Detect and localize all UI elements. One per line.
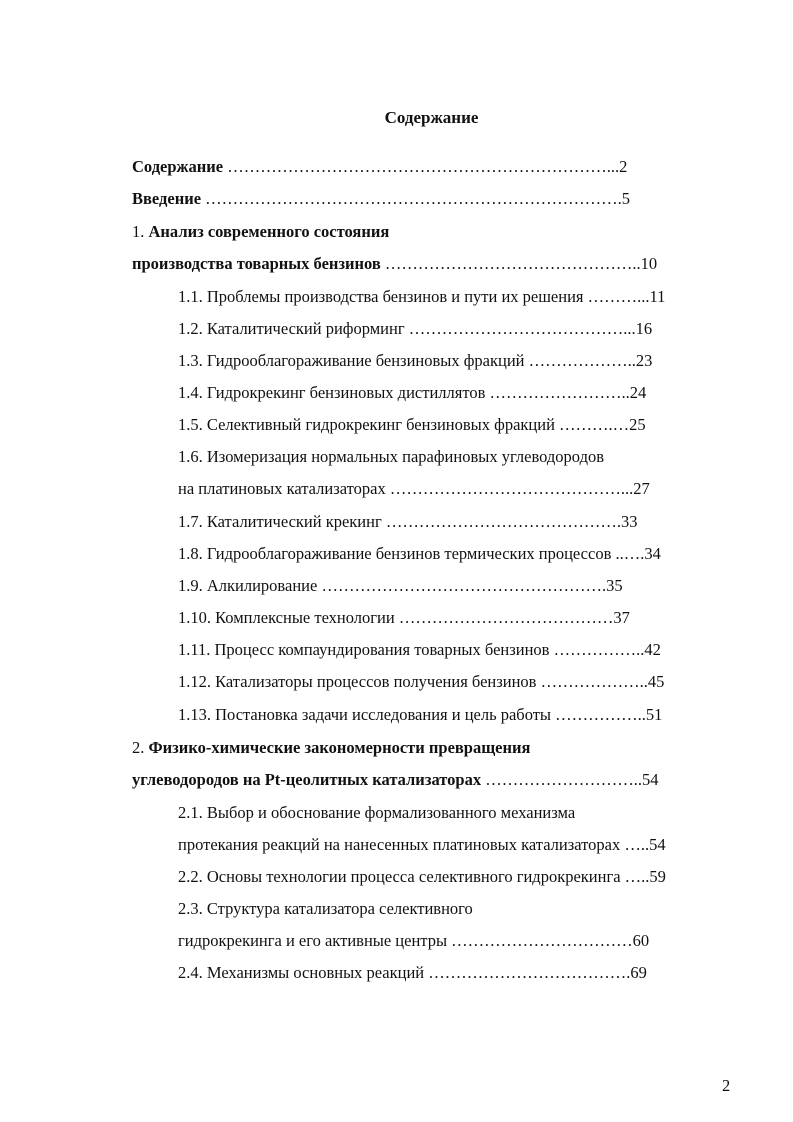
toc-entry-2-4[interactable] bbox=[178, 962, 647, 984]
toc-entry-text: 1.10. Комплексные технологии …………………………………37 bbox=[178, 608, 630, 627]
toc-entry-1-1[interactable] bbox=[178, 286, 665, 308]
toc-entry-text: ………………………………………..10 bbox=[380, 254, 658, 273]
toc-entry-1-4[interactable] bbox=[178, 382, 646, 404]
toc-entry-text: 2.4. Механизмы основных реакций ……………………………….69 bbox=[178, 963, 647, 982]
toc-entry-1-9[interactable] bbox=[178, 575, 623, 597]
toc-entry-1-7[interactable] bbox=[178, 511, 638, 533]
toc-entry-text: 1.9. Алкилирование …………………………………………….35 bbox=[178, 576, 623, 595]
toc-entry-text: 1.5. Селективный гидрокрекинг бензиновых фракций ……….…25 bbox=[178, 415, 646, 434]
toc-entry-text: 1.13. Постановка задачи исследования и цель работы ……………..51 bbox=[178, 705, 663, 724]
toc-entry-text: 1.2. Каталитический риформинг …………………………………...16 bbox=[178, 319, 653, 338]
toc-entry-text: 2.1. Выбор и обоснование формализованного механизма bbox=[178, 803, 576, 822]
toc-entry-heading: Содержание bbox=[132, 157, 224, 176]
toc-entry-1-6[interactable] bbox=[178, 446, 604, 468]
toc-entry-2-2[interactable] bbox=[178, 866, 666, 888]
toc-entry-1-2[interactable] bbox=[178, 318, 652, 340]
page-number: 2 bbox=[722, 1076, 731, 1095]
toc-entry-text: 1.11. Процесс компаундирования товарных бензинов ……………..42 bbox=[178, 640, 661, 659]
toc-entry-text: 2.3. Структура катализатора селективного bbox=[178, 899, 473, 918]
toc-entry-text: протекания реакций на нанесенных платиновых катализаторах …..54 bbox=[178, 835, 666, 854]
toc-entry-2-1-cont[interactable] bbox=[178, 834, 666, 856]
toc-entry-heading: Введение bbox=[132, 189, 202, 208]
toc-entry-text: гидрокрекинга и его активные центры ……………………………60 bbox=[178, 931, 650, 950]
toc-entry-2-3[interactable] bbox=[178, 898, 473, 920]
toc-entry-text: 1.3. Гидрооблагораживание бензиновых фракций ………………..23 bbox=[178, 351, 653, 370]
toc-entry-1-6-cont[interactable] bbox=[178, 478, 650, 500]
toc-entry-text: ………………………………………………………………….5 bbox=[201, 189, 631, 208]
toc-entry-chapter-1-cont[interactable] bbox=[132, 253, 657, 275]
toc-entry-1-5[interactable] bbox=[178, 414, 646, 436]
toc-entry-text: 1.7. Каталитический крекинг …………………………………….33 bbox=[178, 512, 638, 531]
page-title: Содержание bbox=[384, 108, 479, 127]
toc-entry-contents[interactable] bbox=[132, 156, 627, 178]
toc-entry-1-10[interactable] bbox=[178, 607, 630, 629]
toc-entry-heading: Анализ современного состояния bbox=[148, 222, 390, 241]
toc-entry-heading: Физико-химические закономерности превращения bbox=[148, 738, 531, 757]
toc-entry-prefix: 2. bbox=[132, 738, 149, 757]
toc-entry-2-3-cont[interactable] bbox=[178, 930, 649, 952]
toc-entry-1-13[interactable] bbox=[178, 704, 662, 726]
toc-entry-text: 1.4. Гидрокрекинг бензиновых дистиллятов ……………………..24 bbox=[178, 383, 647, 402]
toc-entry-chapter-1[interactable] bbox=[132, 221, 389, 243]
toc-entry-2-1[interactable] bbox=[178, 802, 575, 824]
toc-entry-1-3[interactable] bbox=[178, 350, 652, 372]
toc-entry-introduction[interactable] bbox=[132, 188, 630, 210]
toc-entry-text: 2.2. Основы технологии процесса селективного гидрокрекинга …..59 bbox=[178, 867, 666, 886]
toc-entry-chapter-2[interactable] bbox=[132, 737, 530, 759]
toc-entry-text: 1.8. Гидрооблагораживание бензинов термических процессов ..….34 bbox=[178, 544, 661, 563]
toc-entry-text: на платиновых катализаторах ……………………………………...27 bbox=[178, 479, 650, 498]
toc-entry-text: ……………………………………………………………...2 bbox=[223, 157, 628, 176]
toc-entry-1-8[interactable] bbox=[178, 543, 661, 565]
toc-entry-text: 1.6. Изомеризация нормальных парафиновых углеводородов bbox=[178, 447, 605, 466]
toc-entry-1-11[interactable] bbox=[178, 639, 661, 661]
toc-entry-text: ………………………..54 bbox=[481, 770, 659, 789]
toc-entry-text: 1.12. Катализаторы процессов получения бензинов ………………..45 bbox=[178, 672, 665, 691]
toc-entry-heading: производства товарных бензинов bbox=[132, 254, 381, 273]
toc-entry-heading: углеводородов на Pt-цеолитных катализаторах bbox=[132, 770, 482, 789]
toc-entry-prefix: 1. bbox=[132, 222, 149, 241]
toc-entry-text: 1.1. Проблемы производства бензинов и пути их решения ………...11 bbox=[178, 287, 666, 306]
toc-entry-1-12[interactable] bbox=[178, 671, 664, 693]
toc-entry-chapter-2-cont[interactable] bbox=[132, 769, 658, 791]
